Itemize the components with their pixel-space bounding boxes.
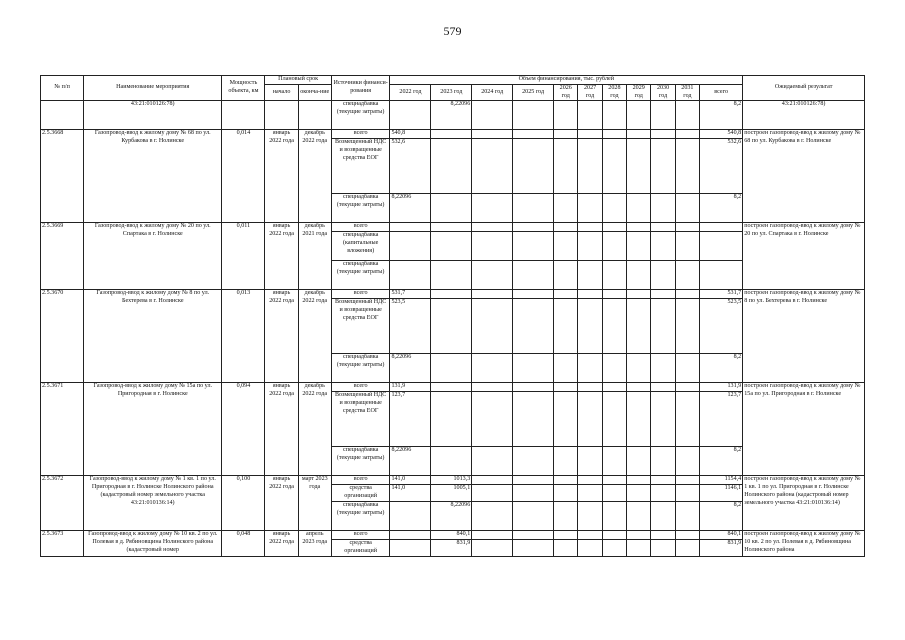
cell-empty-year [675, 194, 699, 223]
cell-num: 2.5.3671 [41, 383, 84, 476]
cell-total: 523,5 [700, 299, 743, 354]
cell-empty-year [602, 392, 626, 447]
cell-empty-year [627, 501, 651, 530]
header-capacity: Мощность объекта, км [222, 76, 265, 101]
cell-empty-year [651, 530, 675, 539]
cell-empty-year [651, 290, 675, 299]
cell-end: декабрь 2022 года [298, 383, 331, 476]
cell-2022 [390, 101, 431, 130]
cell-empty-year [602, 476, 626, 485]
cell-2023 [431, 130, 472, 139]
cell-2022: 523,5 [390, 299, 431, 354]
cell-2022: 123,7 [390, 392, 431, 447]
cell-empty-year [554, 101, 578, 130]
header-year: 2029 год [627, 84, 651, 101]
cell-2023: 840,1 [431, 530, 472, 539]
cell-empty-year [472, 101, 513, 130]
cell-empty-year [513, 130, 554, 139]
cell-empty-year [472, 447, 513, 476]
cell-empty-year [554, 139, 578, 194]
cell-name: Газопровод-ввод к жилому дому № 8 по ул. Бехтерева в г. Нолинске [84, 290, 222, 383]
cell-empty-year [675, 101, 699, 130]
cell-2023: 831,9 [431, 539, 472, 556]
cell-empty-year [675, 232, 699, 261]
cell-2022: 532,6 [390, 139, 431, 194]
cell-start: январь 2022 года [265, 530, 298, 556]
cell-empty-year [651, 392, 675, 447]
cell-total: 531,7 [700, 290, 743, 299]
cell-empty-year [554, 223, 578, 232]
cell-empty-year [578, 530, 602, 539]
cell-empty-year [651, 485, 675, 502]
cell-empty-year [554, 539, 578, 556]
cell-2022: 8,22096 [390, 194, 431, 223]
cell-empty-year [602, 485, 626, 502]
cell-total: 131,9 [700, 383, 743, 392]
cell-empty-year [578, 194, 602, 223]
cell-total: 1154,4 [700, 476, 743, 485]
cell-total: 840,1 [700, 530, 743, 539]
cell-empty-year [675, 476, 699, 485]
cell-empty-year [578, 383, 602, 392]
cell-total [700, 232, 743, 261]
cell-empty-year [602, 383, 626, 392]
cell-empty-year [513, 383, 554, 392]
cell-source: всего [331, 223, 390, 232]
header-end: оконча-ние [298, 84, 331, 101]
cell-empty-year [675, 447, 699, 476]
cell-empty-year [554, 261, 578, 290]
cell-num: 2.5.3669 [41, 223, 84, 290]
cell-num: 2.5.3672 [41, 476, 84, 531]
cell-start: январь 2022 года [265, 383, 298, 476]
header-result: Ожидаемый результат [743, 76, 865, 101]
cell-result: построен газопровод-ввод к жилому дому № 15а по ул. Пригородная в г. Нолинске [743, 383, 865, 476]
cell-empty-year [554, 392, 578, 447]
cell-2023 [431, 223, 472, 232]
table-row [41, 290, 865, 299]
cell-source: Возмещенный НДС и возвращенные средства ЕОГ [331, 299, 390, 354]
cell-empty-year [472, 223, 513, 232]
cell-empty-year [675, 354, 699, 383]
cell-empty-year [602, 290, 626, 299]
header-volume: Объем финансирования, тыс. рублей [390, 76, 743, 85]
cell-empty-year [578, 223, 602, 232]
cell-empty-year [578, 130, 602, 139]
cell-capacity: 0,014 [222, 130, 265, 223]
cell-total: 8,2 [700, 101, 743, 130]
cell-empty-year [513, 101, 554, 130]
cell-2022 [390, 232, 431, 261]
cell-empty-year [651, 194, 675, 223]
cell-name: Газопровод-ввод к жилому дому № 1 кв. 1 по ул. Пригородная в г. Нолинске Нолинского района (кадастровый номер земельного участка 43:21:010136:14) [84, 476, 222, 531]
cell-empty-year [651, 299, 675, 354]
header-num: № п/п [41, 76, 84, 101]
cell-empty-year [651, 476, 675, 485]
cell-total: 8,2 [700, 354, 743, 383]
cell-2023 [431, 299, 472, 354]
table-row [41, 383, 865, 392]
cell-empty-year [554, 354, 578, 383]
cell-empty-year [472, 290, 513, 299]
cell-2022: 141,0 [390, 476, 431, 485]
cell-total: 123,7 [700, 392, 743, 447]
cell-empty-year [602, 194, 626, 223]
cell-2022 [390, 539, 431, 556]
cell-empty-year [554, 383, 578, 392]
cell-source: Возмещенный НДС и возвращенные средства ЕОГ [331, 392, 390, 447]
header-year: 2022 год [390, 84, 431, 101]
table-row [41, 476, 865, 485]
cell-empty-year [472, 194, 513, 223]
cell-empty-year [472, 501, 513, 530]
cell-2023 [431, 392, 472, 447]
header-year: 2028 год [602, 84, 626, 101]
cell-empty-year [472, 476, 513, 485]
cell-empty-year [651, 354, 675, 383]
cell-capacity: 0,011 [222, 223, 265, 290]
cell-2023: 8,22096 [431, 101, 472, 130]
cell-total [700, 223, 743, 232]
cell-2022: 540,8 [390, 130, 431, 139]
cell-empty-year [651, 232, 675, 261]
cell-empty-year [602, 261, 626, 290]
cell-source: всего [331, 530, 390, 539]
cell-start: январь 2022 года [265, 223, 298, 290]
cell-empty-year [513, 501, 554, 530]
cell-total: 8,2 [700, 447, 743, 476]
cell-empty-year [627, 194, 651, 223]
cell-total: 532,6 [700, 139, 743, 194]
cell-empty-year [578, 485, 602, 502]
cell-empty-year [472, 392, 513, 447]
cell-empty-year [578, 501, 602, 530]
cell-2023 [431, 139, 472, 194]
cell-2022: 131,9 [390, 383, 431, 392]
header-name: Наименование мероприятия [84, 76, 222, 101]
cell-empty-year [554, 299, 578, 354]
cell-empty-year [578, 299, 602, 354]
cell-empty-year [675, 539, 699, 556]
cell-empty-year [472, 354, 513, 383]
cell-capacity: 0,013 [222, 290, 265, 383]
cell-capacity: 0,048 [222, 530, 265, 556]
cell-end: апрель 2023 года [298, 530, 331, 556]
cell-empty-year [627, 232, 651, 261]
cell-2023: 8,22096 [431, 501, 472, 530]
table-row [41, 101, 865, 130]
cell-2023: 1005,1 [431, 485, 472, 502]
page-number: 579 [443, 24, 462, 38]
cell-name: Газопровод-ввод к жилому дому № 20 по ул. Спартака в г. Нолинске [84, 223, 222, 290]
cell-source: Возмещенный НДС и возвращенные средства ЕОГ [331, 139, 390, 194]
cell-empty-year [651, 383, 675, 392]
cell-empty-year [675, 299, 699, 354]
cell-name: Газопровод-ввод к жилому дому № 68 по ул. Курбакова в г. Нолинске [84, 130, 222, 223]
cell-empty-year [513, 194, 554, 223]
cell-result: построен газопровод-ввод к жилому дому № 1 кв. 1 по ул. Пригородная в г. Нолинске Нолинского района (кадастровый номер земельного участка 43:21:010136:14) [743, 476, 865, 531]
cell-2023 [431, 261, 472, 290]
cell-empty-year [513, 261, 554, 290]
header-period: Плановый срок [265, 76, 331, 85]
cell-num: 2.5.3673 [41, 530, 84, 556]
cell-empty-year [472, 539, 513, 556]
table-row [41, 223, 865, 232]
cell-empty-year [675, 130, 699, 139]
cell-empty-year [627, 139, 651, 194]
cell-empty-year [554, 232, 578, 261]
cell-empty-year [472, 485, 513, 502]
cell-empty-year [602, 223, 626, 232]
cell-2022: 141,0 [390, 485, 431, 502]
cell-empty-year [651, 501, 675, 530]
cell-empty-year [627, 130, 651, 139]
cell-source: всего [331, 383, 390, 392]
cell-empty-year [627, 476, 651, 485]
cell-end: декабрь 2022 года [298, 290, 331, 383]
cell-empty-year [675, 383, 699, 392]
cell-empty-year [472, 383, 513, 392]
cell-empty-year [602, 539, 626, 556]
cell-empty-year [602, 232, 626, 261]
cell-empty-year [472, 261, 513, 290]
cell-empty-year [627, 383, 651, 392]
cell-empty-year [675, 139, 699, 194]
cell-2022 [390, 223, 431, 232]
cell-empty-year [627, 101, 651, 130]
cell-source: средства организаций [331, 485, 390, 502]
cell-name: Газопровод-ввод к жилому дому № 10 кв. 2 по ул. Полевая в д. Рябиновщина Нолинского района (кадастровый номер [84, 530, 222, 556]
cell-total: 1146,1 [700, 485, 743, 502]
cell-capacity: 0,094 [222, 383, 265, 476]
cell-empty-year [627, 485, 651, 502]
cell-empty-year [675, 290, 699, 299]
cell-name: 43:21:010126:78) [84, 101, 222, 130]
cell-empty-year [578, 290, 602, 299]
cell-2022: 8,22096 [390, 447, 431, 476]
cell-empty-year [578, 261, 602, 290]
cell-empty-year [651, 101, 675, 130]
cell-empty-year [578, 232, 602, 261]
cell-2023 [431, 447, 472, 476]
cell-empty-year [651, 130, 675, 139]
cell-2022 [390, 530, 431, 539]
cell-empty-year [472, 130, 513, 139]
cell-source: спецнадбавка (капитальные вложения) [331, 232, 390, 261]
cell-end: декабрь 2022 года [298, 130, 331, 223]
cell-2022 [390, 261, 431, 290]
cell-empty-year [513, 539, 554, 556]
cell-result: построен газопровод-ввод к жилому дому № 68 по ул. Курбакова в г. Нолинске [743, 130, 865, 223]
header-year: 2025 год [513, 84, 554, 101]
cell-empty-year [602, 101, 626, 130]
cell-empty-year [513, 139, 554, 194]
cell-start: январь 2022 года [265, 290, 298, 383]
cell-end: декабрь 2021 года [298, 223, 331, 290]
cell-num: 2.5.3670 [41, 290, 84, 383]
cell-num [41, 101, 84, 130]
cell-empty-year [513, 392, 554, 447]
cell-start: январь 2022 года [265, 476, 298, 531]
cell-empty-year [578, 447, 602, 476]
header-year: 2027 год [578, 84, 602, 101]
cell-result: построен газопровод-ввод к жилому дому № 8 по ул. Бехтерева в г. Нолинске [743, 290, 865, 383]
cell-end [298, 101, 331, 130]
cell-empty-year [675, 392, 699, 447]
cell-empty-year [627, 447, 651, 476]
cell-empty-year [675, 261, 699, 290]
cell-empty-year [554, 130, 578, 139]
cell-empty-year [554, 501, 578, 530]
cell-empty-year [627, 354, 651, 383]
cell-empty-year [554, 194, 578, 223]
cell-empty-year [513, 485, 554, 502]
cell-empty-year [602, 530, 626, 539]
header-year: 2023 год [431, 84, 472, 101]
cell-total [700, 261, 743, 290]
cell-empty-year [554, 447, 578, 476]
cell-2023 [431, 354, 472, 383]
cell-empty-year [578, 101, 602, 130]
cell-source: всего [331, 476, 390, 485]
cell-num: 2.5.3668 [41, 130, 84, 223]
cell-name: Газопровод-ввод к жилому дому № 15а по ул. Пригородная в г. Нолинске [84, 383, 222, 476]
cell-empty-year [602, 139, 626, 194]
cell-source: спецнадбавка (текущие затраты) [331, 354, 390, 383]
cell-empty-year [675, 530, 699, 539]
cell-empty-year [651, 261, 675, 290]
cell-empty-year [513, 447, 554, 476]
cell-empty-year [602, 299, 626, 354]
cell-start [265, 101, 298, 130]
cell-capacity: 0,100 [222, 476, 265, 531]
cell-empty-year [578, 476, 602, 485]
cell-2023 [431, 290, 472, 299]
header-source: Источники финанси-рования [331, 76, 390, 101]
cell-empty-year [578, 539, 602, 556]
cell-source: спецнадбавка (текущие затраты) [331, 261, 390, 290]
cell-empty-year [578, 139, 602, 194]
cell-empty-year [627, 539, 651, 556]
cell-2023 [431, 194, 472, 223]
cell-empty-year [554, 476, 578, 485]
cell-empty-year [602, 354, 626, 383]
cell-result: 43:21:010126:78) [743, 101, 865, 130]
cell-empty-year [513, 290, 554, 299]
cell-empty-year [651, 139, 675, 194]
cell-empty-year [651, 447, 675, 476]
cell-empty-year [675, 501, 699, 530]
cell-start: январь 2022 года [265, 130, 298, 223]
cell-source: всего [331, 130, 390, 139]
cell-total: 540,8 [700, 130, 743, 139]
cell-empty-year [675, 485, 699, 502]
cell-empty-year [513, 476, 554, 485]
cell-empty-year [578, 392, 602, 447]
cell-empty-year [675, 223, 699, 232]
cell-empty-year [513, 530, 554, 539]
cell-2022: 531,7 [390, 290, 431, 299]
table-row [41, 530, 865, 539]
cell-empty-year [627, 261, 651, 290]
cell-empty-year [472, 530, 513, 539]
cell-source: спецнадбавка (текущие затраты) [331, 194, 390, 223]
cell-empty-year [627, 392, 651, 447]
cell-empty-year [513, 223, 554, 232]
cell-empty-year [627, 299, 651, 354]
header-year: 2026 год [554, 84, 578, 101]
cell-capacity [222, 101, 265, 130]
cell-empty-year [651, 223, 675, 232]
table-body [41, 101, 865, 556]
cell-empty-year [602, 447, 626, 476]
cell-2023 [431, 232, 472, 261]
cell-2022 [390, 501, 431, 530]
cell-total: 8,2 [700, 194, 743, 223]
cell-total: 831,9 [700, 539, 743, 556]
table-row [41, 130, 865, 139]
cell-2023: 1013,3 [431, 476, 472, 485]
cell-2022: 8,22096 [390, 354, 431, 383]
header-year: 2031 год [675, 84, 699, 101]
cell-end: март 2023 года [298, 476, 331, 531]
cell-source: всего [331, 290, 390, 299]
header-row-1 [41, 76, 865, 85]
cell-source: спецнадбавка (текущие затраты) [331, 101, 390, 130]
cell-empty-year [627, 530, 651, 539]
cell-empty-year [602, 501, 626, 530]
cell-empty-year [472, 139, 513, 194]
header-year: 2030 год [651, 84, 675, 101]
cell-empty-year [513, 354, 554, 383]
cell-empty-year [554, 290, 578, 299]
cell-2023 [431, 383, 472, 392]
header-year: 2024 год [472, 84, 513, 101]
cell-empty-year [651, 539, 675, 556]
header-start: начало [265, 84, 298, 101]
cell-empty-year [472, 299, 513, 354]
cell-empty-year [627, 223, 651, 232]
cell-empty-year [627, 290, 651, 299]
cell-empty-year [554, 485, 578, 502]
cell-empty-year [578, 354, 602, 383]
cell-source: спецнадбавка (текущие затраты) [331, 501, 390, 530]
cell-source: средства организаций [331, 539, 390, 556]
cell-source: спецнадбавка (текущие затраты) [331, 447, 390, 476]
cell-empty-year [472, 232, 513, 261]
header-total: всего [700, 84, 743, 101]
cell-empty-year [554, 530, 578, 539]
cell-result: построен газопровод-ввод к жилому дому № 10 кв. 2 по ул. Полевая в д. Рябиновщина Нолинского района [743, 530, 865, 556]
cell-empty-year [513, 299, 554, 354]
cell-empty-year [513, 232, 554, 261]
cell-total: 8,2 [700, 501, 743, 530]
cell-empty-year [602, 130, 626, 139]
financing-table [40, 75, 865, 557]
cell-result: построен газопровод-ввод к жилому дому № 20 по ул. Спартака в г. Нолинске [743, 223, 865, 290]
